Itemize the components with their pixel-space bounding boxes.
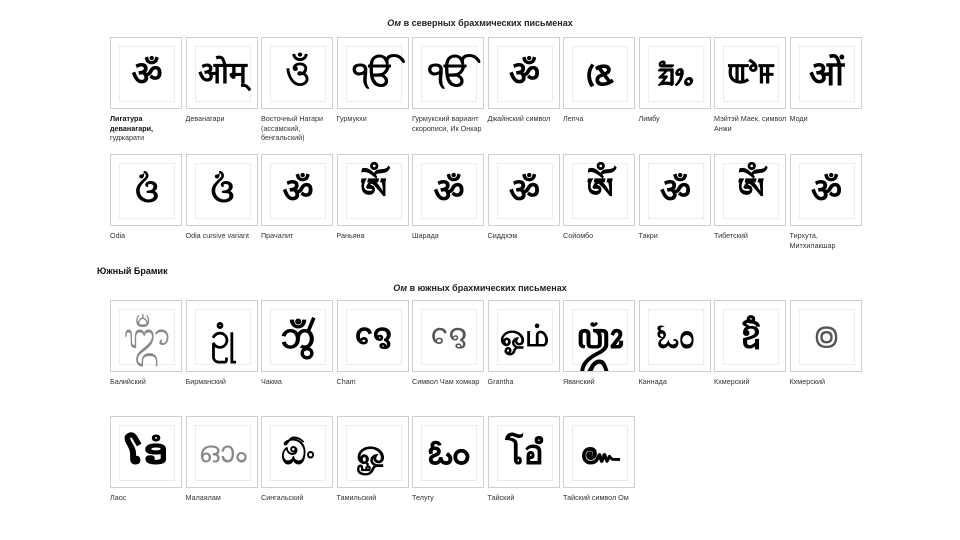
symbol-inner-frame — [648, 163, 704, 219]
script-tile — [639, 300, 711, 387]
om-chakma-icon: 𑄃𑄮𑄀 — [280, 317, 316, 357]
om-siddham-icon: ॐ — [508, 171, 540, 211]
symbol-inner-frame — [572, 46, 628, 102]
symbol-frame — [337, 154, 409, 226]
script-caption — [488, 377, 562, 387]
script-tile — [261, 37, 333, 143]
script-caption-text: Сиддхэм — [487, 231, 518, 240]
om-thai-symbol-icon: ๛ — [580, 433, 620, 473]
script-caption-text: Моди — [789, 114, 808, 123]
symbol-inner-frame — [195, 309, 251, 365]
script-caption — [639, 114, 713, 124]
north-heading-om: Ом — [387, 18, 402, 28]
script-caption — [563, 114, 637, 124]
script-tile — [110, 37, 182, 143]
script-caption-text: Деванагари — [185, 114, 225, 123]
symbol-frame — [790, 154, 862, 226]
script-tile — [186, 416, 258, 503]
om-khmer-symbol-icon: ៙ — [812, 317, 841, 357]
symbol-frame — [714, 154, 786, 226]
om-thai-icon: โอํ — [505, 433, 544, 473]
symbol-frame — [110, 300, 182, 372]
script-tile — [488, 300, 560, 387]
symbol-frame — [488, 300, 560, 372]
script-caption-text: Гурмукхи — [336, 114, 367, 123]
symbol-inner-frame — [497, 46, 553, 102]
om-lepcha-icon: ᰣᰨ — [585, 54, 615, 94]
symbol-frame — [337, 416, 409, 488]
symbol-frame — [563, 300, 635, 372]
symbol-inner-frame — [723, 309, 779, 365]
script-tile — [488, 37, 560, 124]
symbol-inner-frame — [497, 309, 553, 365]
symbol-frame — [186, 37, 258, 109]
om-gurmukhi-cursive-icon: ੴ — [428, 54, 470, 94]
om-ranjana-icon: ཨོཾ — [359, 171, 388, 211]
script-tile — [488, 154, 560, 241]
om-gurmukhi-icon: ੴ — [352, 54, 395, 94]
script-tile — [563, 154, 635, 241]
script-tile — [110, 416, 182, 503]
symbol-inner-frame — [799, 163, 855, 219]
script-tile — [186, 300, 258, 387]
symbol-inner-frame — [119, 46, 175, 102]
script-caption-text: Шарада — [412, 231, 439, 240]
om-devanagari-spelled-icon: ओम् — [198, 56, 247, 91]
om-grantha-icon: ஓம் — [499, 319, 550, 354]
script-tile — [186, 37, 258, 124]
symbol-frame — [563, 154, 635, 226]
script-caption-text: Тирхута, Митхилакшар — [789, 231, 836, 250]
symbol-inner-frame — [572, 425, 628, 481]
script-tile — [186, 154, 258, 241]
om-soyombo-icon: ༀ — [586, 171, 614, 211]
symbol-frame — [261, 300, 333, 372]
script-tile — [639, 154, 711, 241]
script-caption — [790, 377, 864, 387]
symbol-inner-frame — [346, 309, 402, 365]
script-caption — [488, 231, 562, 241]
script-caption — [186, 493, 260, 503]
symbol-inner-frame — [270, 163, 326, 219]
script-caption — [337, 114, 411, 124]
symbol-frame — [488, 416, 560, 488]
script-caption-text: Чакма — [261, 377, 282, 386]
symbol-frame — [714, 37, 786, 109]
script-caption-text: Кхмерский — [789, 377, 825, 386]
om-cham-icon: ꨅꨯ — [354, 317, 393, 357]
script-tile — [563, 416, 635, 503]
symbol-inner-frame — [421, 425, 477, 481]
script-tile — [639, 37, 711, 124]
om-limbu-icon: ᤀᤥᤱ — [657, 54, 694, 94]
om-takri-icon: ॐ — [659, 171, 691, 211]
symbol-frame — [110, 37, 182, 109]
om-cham-homkar-icon: ꨅꨯ — [429, 317, 469, 357]
symbol-inner-frame — [497, 163, 553, 219]
symbol-inner-frame — [195, 46, 251, 102]
script-caption-text: Малаялам — [185, 493, 221, 502]
symbol-frame — [488, 37, 560, 109]
symbol-frame — [563, 37, 635, 109]
script-caption-text: Лаос — [110, 493, 127, 502]
script-caption — [110, 231, 184, 241]
om-meitei-icon: ꯑꯣꯝ — [726, 57, 776, 90]
script-tile — [714, 37, 786, 133]
script-caption — [337, 231, 411, 241]
script-caption — [639, 231, 713, 241]
om-prachalit-icon: ॐ — [282, 171, 314, 211]
script-caption — [412, 377, 486, 387]
script-tile — [790, 37, 862, 124]
script-caption — [261, 377, 335, 387]
script-caption-text: Сойомбо — [563, 231, 594, 240]
script-caption — [110, 114, 184, 143]
symbol-inner-frame — [270, 309, 326, 365]
script-caption-text: Cham — [336, 377, 356, 386]
script-caption — [714, 377, 788, 387]
script-caption-text: Гурмукский вариант скорописи, Ик Онкар — [412, 114, 482, 133]
symbol-frame — [261, 154, 333, 226]
symbol-frame — [186, 154, 258, 226]
symbol-frame — [110, 154, 182, 226]
symbol-frame — [488, 154, 560, 226]
om-tibetan-icon: ཨོཾ — [737, 171, 765, 211]
om-balinese-icon: ᬒᬁ — [123, 317, 171, 357]
om-odia-cursive-icon: ଓଁ — [210, 171, 235, 211]
script-caption-bold: Лигатура деванагари, — [110, 114, 154, 133]
script-tile — [412, 416, 484, 503]
script-caption — [563, 231, 637, 241]
symbol-frame — [639, 154, 711, 226]
script-tile — [110, 154, 182, 241]
symbol-inner-frame — [799, 309, 855, 365]
symbol-inner-frame — [572, 309, 628, 365]
symbol-frame — [790, 37, 862, 109]
symbol-inner-frame — [346, 46, 402, 102]
om-eastern-nagari-icon: ওঁ — [285, 54, 311, 94]
om-javanese-icon: ꦎꦴꦁ — [576, 317, 624, 357]
symbol-inner-frame — [346, 425, 402, 481]
symbol-inner-frame — [572, 163, 628, 219]
symbol-inner-frame — [346, 163, 402, 219]
script-caption-text: Тайский символ Ом — [563, 493, 629, 502]
symbol-frame — [261, 37, 333, 109]
symbol-frame — [412, 416, 484, 488]
script-tile — [337, 154, 409, 241]
script-caption — [563, 493, 637, 503]
symbol-inner-frame — [497, 425, 553, 481]
om-odia-icon: ଓଁ — [135, 171, 159, 211]
script-caption-text: Каннада — [638, 377, 667, 386]
script-caption-text: Раньяна — [336, 231, 365, 240]
symbol-inner-frame — [270, 425, 326, 481]
om-burmese-icon: ဥုံ — [210, 317, 235, 357]
symbol-inner-frame — [421, 163, 477, 219]
script-caption-text: Лепча — [563, 114, 584, 123]
north-heading — [0, 18, 960, 28]
script-caption-text: Тайский — [487, 493, 515, 502]
script-caption-text: Прачалит — [261, 231, 294, 240]
om-khmer-icon: ឱំ — [740, 317, 762, 357]
symbol-frame — [412, 37, 484, 109]
script-caption — [261, 231, 335, 241]
script-caption — [412, 231, 486, 241]
script-tile — [563, 37, 635, 124]
script-tile — [412, 37, 484, 133]
script-caption-text: Джайнский символ — [487, 114, 551, 123]
script-tile — [261, 300, 333, 387]
script-caption — [412, 493, 486, 503]
script-caption-text: Кхмерский — [714, 377, 750, 386]
script-caption — [488, 493, 562, 503]
script-caption — [714, 114, 788, 133]
symbol-frame — [639, 300, 711, 372]
symbol-inner-frame — [270, 46, 326, 102]
script-tile — [337, 416, 409, 503]
symbol-frame — [186, 300, 258, 372]
script-caption-text: Бирманский — [185, 377, 226, 386]
script-caption-text: Мэйтэй Маек, символ Анжи — [714, 114, 787, 133]
om-sharada-icon: ॐ — [433, 171, 465, 211]
symbol-inner-frame — [799, 46, 855, 102]
om-kannada-icon: ಓಂ — [656, 317, 695, 357]
script-caption — [790, 231, 864, 250]
symbol-frame — [337, 300, 409, 372]
script-caption-text: Тамильский — [336, 493, 377, 502]
south-heading — [0, 283, 960, 293]
script-caption-text: Тибетский — [714, 231, 748, 240]
script-caption — [563, 377, 637, 387]
north-heading-text: в северных брахмических письменах — [401, 18, 573, 28]
script-caption-text: Такри — [638, 231, 658, 240]
symbol-frame — [261, 416, 333, 488]
om-tamil-icon: ௐ — [356, 433, 391, 473]
script-caption — [412, 114, 486, 133]
script-tile — [714, 154, 786, 241]
script-caption — [261, 114, 335, 143]
script-caption-text: гуджарати — [110, 133, 145, 142]
script-caption — [186, 377, 260, 387]
script-caption — [337, 493, 411, 503]
symbol-inner-frame — [723, 46, 779, 102]
symbol-frame — [412, 154, 484, 226]
script-caption — [186, 231, 260, 241]
script-caption — [110, 377, 184, 387]
script-tile — [412, 154, 484, 241]
script-caption-text: Телугу — [412, 493, 434, 502]
script-tile — [488, 416, 560, 503]
script-caption-text: Grantha — [487, 377, 514, 386]
script-tile — [412, 300, 484, 387]
om-malayalam-icon: ഓം — [198, 435, 247, 470]
script-caption-text: Балийский — [110, 377, 146, 386]
script-tile — [714, 300, 786, 387]
symbol-inner-frame — [723, 163, 779, 219]
script-caption — [790, 114, 864, 124]
symbol-frame — [563, 416, 635, 488]
script-caption-text: Символ Чам хомкар — [412, 377, 480, 386]
script-caption-text: Сингальский — [261, 493, 304, 502]
script-caption — [186, 114, 260, 124]
om-jain-icon: ॐ — [508, 54, 540, 94]
om-tirhuta-icon: ॐ — [810, 171, 842, 211]
symbol-inner-frame — [648, 46, 704, 102]
symbol-inner-frame — [421, 309, 477, 365]
script-tile — [790, 300, 862, 387]
script-tile — [790, 154, 862, 250]
script-caption-text: Odia — [110, 231, 126, 240]
symbol-inner-frame — [119, 425, 175, 481]
om-sinhala-icon: ඕං — [281, 433, 315, 473]
script-tile — [261, 154, 333, 241]
script-tile — [337, 300, 409, 387]
south-heading-om: Ом — [393, 283, 408, 293]
script-tile — [110, 300, 182, 387]
symbol-frame — [412, 300, 484, 372]
symbol-frame — [714, 300, 786, 372]
symbol-inner-frame — [119, 163, 175, 219]
script-tile — [261, 416, 333, 503]
script-caption — [488, 114, 562, 124]
symbol-frame — [110, 416, 182, 488]
symbol-inner-frame — [195, 163, 251, 219]
symbol-inner-frame — [195, 425, 251, 481]
script-caption — [110, 493, 184, 503]
script-caption — [714, 231, 788, 241]
script-tile — [337, 37, 409, 124]
script-caption-text: Odia cursive variant — [185, 231, 250, 240]
symbol-frame — [337, 37, 409, 109]
symbol-inner-frame — [648, 309, 704, 365]
symbol-frame — [790, 300, 862, 372]
symbol-inner-frame — [421, 46, 477, 102]
om-telugu-icon: ఓం — [427, 433, 471, 473]
symbol-frame — [186, 416, 258, 488]
om-modi-icon: ओं — [809, 54, 844, 94]
symbol-inner-frame — [119, 309, 175, 365]
script-caption — [337, 377, 411, 387]
script-caption-text: Лимбу — [638, 114, 660, 123]
script-caption — [261, 493, 335, 503]
script-caption-text: Яванский — [563, 377, 595, 386]
script-caption — [639, 377, 713, 387]
om-ligature-devanagari-icon: ॐ — [131, 54, 163, 94]
symbol-frame — [639, 37, 711, 109]
script-tile — [563, 300, 635, 387]
section-label-south: Южный Брамик — [97, 266, 168, 276]
om-lao-icon: ໂອໍ — [125, 433, 169, 473]
south-heading-text: в южных брахмических письменах — [407, 283, 567, 293]
script-caption-text: Восточный Нагари (ассамский, бенгальский) — [261, 114, 323, 142]
